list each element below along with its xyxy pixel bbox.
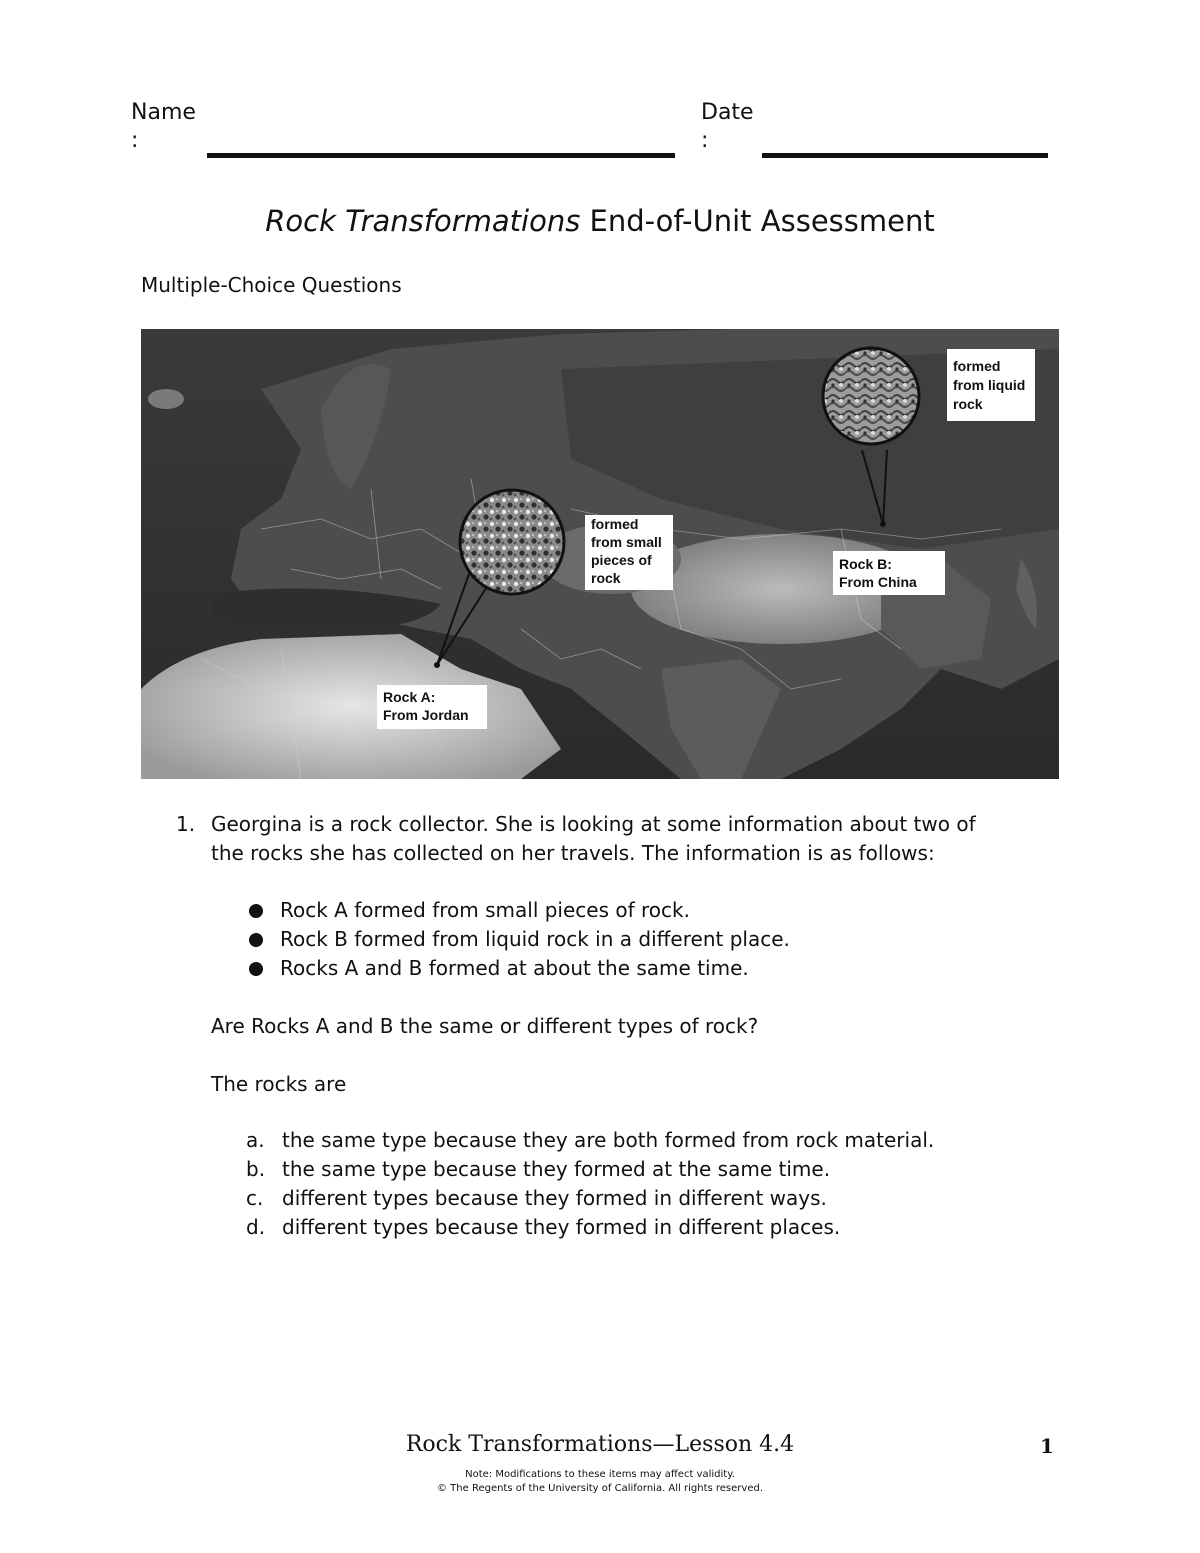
map-image: [141, 329, 1059, 779]
footer-title: Rock Transformations—Lesson 4.4: [405, 1432, 795, 1457]
rock-a-label-line: Rock A:: [383, 689, 436, 705]
rock-a-location-marker: [434, 662, 440, 668]
rock-a-label-line: From Jordan: [383, 707, 469, 723]
rock-b-desc-line: rock: [953, 396, 983, 412]
answer-option-b[interactable]: b. the same type because they formed at the same time.: [246, 1157, 831, 1181]
map-figure: [141, 329, 1059, 779]
rock-a-desc-line: rock: [591, 570, 621, 586]
question-1-bullet-list: [249, 896, 790, 983]
bullet-icon: [249, 904, 263, 918]
name-label: Name :: [131, 100, 196, 153]
rock-b-location-marker: [880, 521, 886, 527]
question-1-number: 1.: [176, 812, 196, 836]
rock-b-label-line: From China: [839, 574, 917, 590]
footer-note: Note: Modifications to these items may affect validity.: [465, 1469, 735, 1480]
rock-a-sample-image: [460, 490, 564, 594]
section-heading: Multiple-Choice Questions: [141, 273, 402, 297]
page-title: Rock Transformations End-of-Unit Assessment: [265, 204, 935, 238]
date-label: Date :: [701, 100, 754, 153]
rock-b-desc-line: from liquid: [953, 377, 1026, 393]
list-item: Rock B formed from liquid rock in a different place.: [249, 925, 790, 954]
rock-b-sample-image: [823, 348, 919, 444]
rock-b-label-line: Rock B:: [839, 556, 892, 572]
question-1-lead: The rocks are: [211, 1072, 347, 1096]
question-1-options: [246, 1126, 934, 1242]
rock-a-desc-line: from small: [591, 534, 662, 550]
answer-option-c[interactable]: c. different types because they formed in different ways.: [246, 1186, 827, 1210]
date-field-line[interactable]: [762, 153, 1048, 158]
footer-copyright: © The Regents of the University of California. All rights reserved.: [436, 1483, 764, 1494]
bullet-icon: [249, 933, 263, 947]
rock-a-desc-line: pieces of: [591, 552, 652, 568]
list-item: Rock A formed from small pieces of rock.: [249, 896, 790, 925]
iceland: [148, 389, 184, 409]
answer-option-d[interactable]: d. different types because they formed in different places.: [246, 1215, 841, 1239]
question-1-prompt: Are Rocks A and B the same or different types of rock?: [211, 1014, 759, 1038]
name-field-line[interactable]: [207, 153, 675, 158]
question-1-stem: Georgina is a rock collector. She is looking at some information about two of the rocks she has collected on her travels. The information is as follows:: [211, 812, 976, 865]
answer-option-a[interactable]: a. the same type because they are both formed from rock material.: [246, 1128, 935, 1152]
list-item: Rocks A and B formed at about the same time.: [249, 954, 790, 983]
rock-a-desc-line: formed: [591, 516, 639, 532]
bullet-icon: [249, 962, 263, 976]
page-number: 1: [1040, 1434, 1054, 1458]
rock-b-desc-line: formed: [953, 358, 1001, 374]
